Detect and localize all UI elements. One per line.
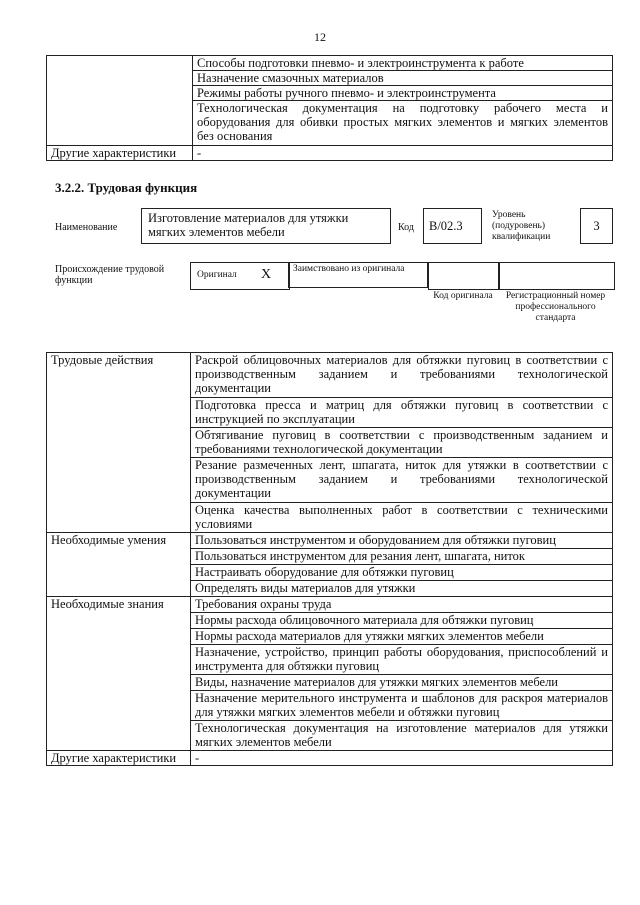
top-row-1: Способы подготовки пневмо- и электроинструмента к работе xyxy=(193,56,613,71)
level-box: 3 xyxy=(580,208,613,244)
page-number: 12 xyxy=(314,30,326,44)
name-label: Наименование xyxy=(55,222,118,233)
top-other-label: Другие характеристики xyxy=(47,146,193,161)
origin-label: Происхождение трудовой функции xyxy=(55,264,165,286)
empty-label-cell xyxy=(47,56,193,146)
action-item: Обтягивание пуговиц в соответствии с производственным заданием и требованиями технологической документации xyxy=(191,428,613,458)
code-caption: Код оригинала xyxy=(433,291,493,301)
original-box xyxy=(190,262,290,290)
original-code-box xyxy=(428,262,500,290)
skills-label: Необходимые умения xyxy=(47,533,191,597)
knowledge-item: Технологическая документация на изготовление материалов для утяжки мягких элементов мебели xyxy=(191,721,613,751)
top-other-value: - xyxy=(193,146,613,161)
action-item: Резание размеченных лент, шпагата, ниток для утяжки в соответствии с производственным заданием и требованиями технологической документации xyxy=(191,458,613,503)
knowledge-item: Требования охраны труда xyxy=(191,597,613,613)
function-name-box: Изготовление материалов для утяжки мягких элементов мебели xyxy=(141,208,391,244)
skill-item: Настраивать оборудование для обтяжки пуговиц xyxy=(191,565,613,581)
knowledge-item: Виды, назначение материалов для утяжки мягких элементов мебели xyxy=(191,675,613,691)
other-label: Другие характеристики xyxy=(47,751,191,766)
level-label: Уровень (подуровень) квалификации xyxy=(492,210,551,242)
code-box: B/02.3 xyxy=(423,208,482,244)
actions-label: Трудовые действия xyxy=(47,353,191,533)
knowledge-item: Назначение мерительного инструмента и шаблонов для раскроя материалов для утяжки мягких элементов мебели и обтяжки пуговиц xyxy=(191,691,613,721)
action-item: Подготовка пресса и матриц для обтяжки пуговиц в соответствии с инструкцией по эксплуатации xyxy=(191,398,613,428)
action-item: Раскрой облицовочных материалов для обтяжки пуговиц в соответствии с производственным заданием и требованиями технологической документации xyxy=(191,353,613,398)
top-row-2: Назначение смазочных материалов xyxy=(193,71,613,86)
top-row-4: Технологическая документация на подготовку рабочего места и оборудования для обивки простых мягких элементов и мягких элементов без основания xyxy=(193,101,613,146)
knowledge-item: Нормы расхода материалов для утяжки мягких элементов мебели xyxy=(191,629,613,645)
reg-number-box xyxy=(498,262,615,290)
code-label: Код xyxy=(398,222,414,233)
knowledge-item: Нормы расхода облицовочного материала для обтяжки пуговиц xyxy=(191,613,613,629)
skill-item: Пользоваться инструментом и оборудованием для обтяжки пуговиц xyxy=(191,533,613,549)
top-row-3: Режимы работы ручного пневмо- и электроинструмента xyxy=(193,86,613,101)
original-label: Оригинал xyxy=(197,270,237,280)
other-value: - xyxy=(191,751,613,766)
reg-caption: Регистрационный номер профессионального стандарта xyxy=(505,291,606,323)
action-item: Оценка качества выполненных работ в соответствии с техническими условиями xyxy=(191,503,613,533)
knowledge-label: Необходимые знания xyxy=(47,597,191,751)
section-title: 3.2.2. Трудовая функция xyxy=(55,180,198,195)
knowledge-item: Назначение, устройство, принцип работы оборудования, приспособлений и инструмента для обтяжки пуговиц xyxy=(191,645,613,675)
skill-item: Пользоваться инструментом для резания лент, шпагата, ниток xyxy=(191,549,613,565)
original-mark: X xyxy=(261,267,272,282)
borrowed-box: Заимствовано из оригинала xyxy=(288,262,428,288)
top-knowledge-table xyxy=(46,55,613,161)
main-function-table xyxy=(46,352,613,766)
skill-item: Определять виды материалов для утяжки xyxy=(191,581,613,597)
